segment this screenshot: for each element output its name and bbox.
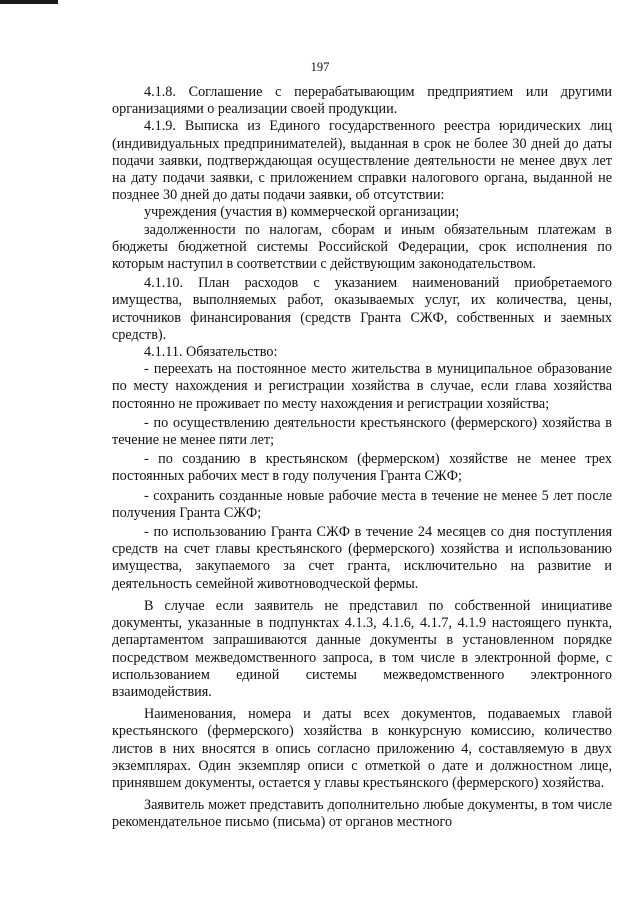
document-body <box>112 84 612 832</box>
paragraph-4-1-10: 4.1.10. План расходов с указанием наименований приобретаемого имущества, выполняемых работ, оказываемых услуг, их количества, цены, источников финансирования (средств Гранта СЖФ, собственных и заемных средств). <box>112 275 612 343</box>
obligation-item-2: - по осуществлению деятельности крестьянского (фермерского) хозяйства в течение не менее пяти лет; <box>112 414 612 449</box>
obligation-item-4: - сохранить созданные новые рабочие места в течение не менее 5 лет после получения Гранта СЖФ; <box>112 487 612 521</box>
paragraph-4-1-8: 4.1.8. Соглашение с перерабатывающим предприятием или другими организациями о реализации своей продукции. <box>112 84 612 118</box>
paragraph-additional-documents: Заявитель может представить дополнительно любые документы, в том числе рекомендательное письмо (письма) от органов местного <box>112 797 612 831</box>
paragraph-document-inventory: Наименования, номера и даты всех документов, подаваемых главой крестьянского (фермерского) хозяйства в конкурсную комиссию, количество листов в них вносятся в опись согласно приложению 4, составляемую в двух экземплярах. Один экземпляр описи с отметкой о дате и должностном лице, принявшем документы, остается у главы крестьянского (фермерского) хозяйства. <box>112 706 612 791</box>
page-number: 197 <box>310 60 330 74</box>
paragraph-4-1-11: 4.1.11. Обязательство: <box>144 344 278 361</box>
obligation-item-1: - переехать на постоянное место жительства в муниципальное образование по месту нахождения и регистрации хозяйства в случае, если глава хозяйства постоянно не проживает по месту нахождения и регистрации хозяйства; <box>112 361 612 412</box>
scan-corner-mark <box>0 0 58 4</box>
paragraph-absence-item-2: задолженности по налогам, сборам и иным обязательным платежам в бюджеты бюджетной системы Российской Федерации, срок исполнения по которым наступил в соответствии с действующим законодательством. <box>112 221 612 273</box>
paragraph-absence-item-1: учреждения (участия в) коммерческой организации; <box>144 204 460 221</box>
obligation-item-3: - по созданию в крестьянском (фермерском) хозяйстве не менее трех постоянных рабочих мест в году получения Гранта СЖФ; <box>112 451 612 485</box>
paragraph-4-1-9: 4.1.9. Выписка из Единого государственного реестра юридических лиц (индивидуальных предпринимателей), выданная в срок не более 30 дней до даты подачи заявки, подтверждающая осуществление деятельности не менее двух лет на дату подачи заявки, с приложением справки налогового органа, выданной не позднее 30 дней до даты подачи заявки, об отсутствии: <box>112 118 612 204</box>
obligation-item-5: - по использованию Гранта СЖФ в течение 24 месяцев со дня поступления средств на счет главы крестьянского (фермерского) хозяйства и использованию имущества, закупаемого за счет гранта, исключительно на развитие и деятельность семейной животноводческой фермы. <box>112 524 612 592</box>
paragraph-interdepartmental-request: В случае если заявитель не представил по собственной инициативе документы, указанные в подпунктах 4.1.3, 4.1.6, 4.1.7, 4.1.9 настоящего пункта, департаментом запрашиваются данные документы в установленном порядке посредством межведомственного запроса, в том числе в электронной форме, с использованием единой системы межведомственного электронного взаимодействия. <box>112 597 612 700</box>
